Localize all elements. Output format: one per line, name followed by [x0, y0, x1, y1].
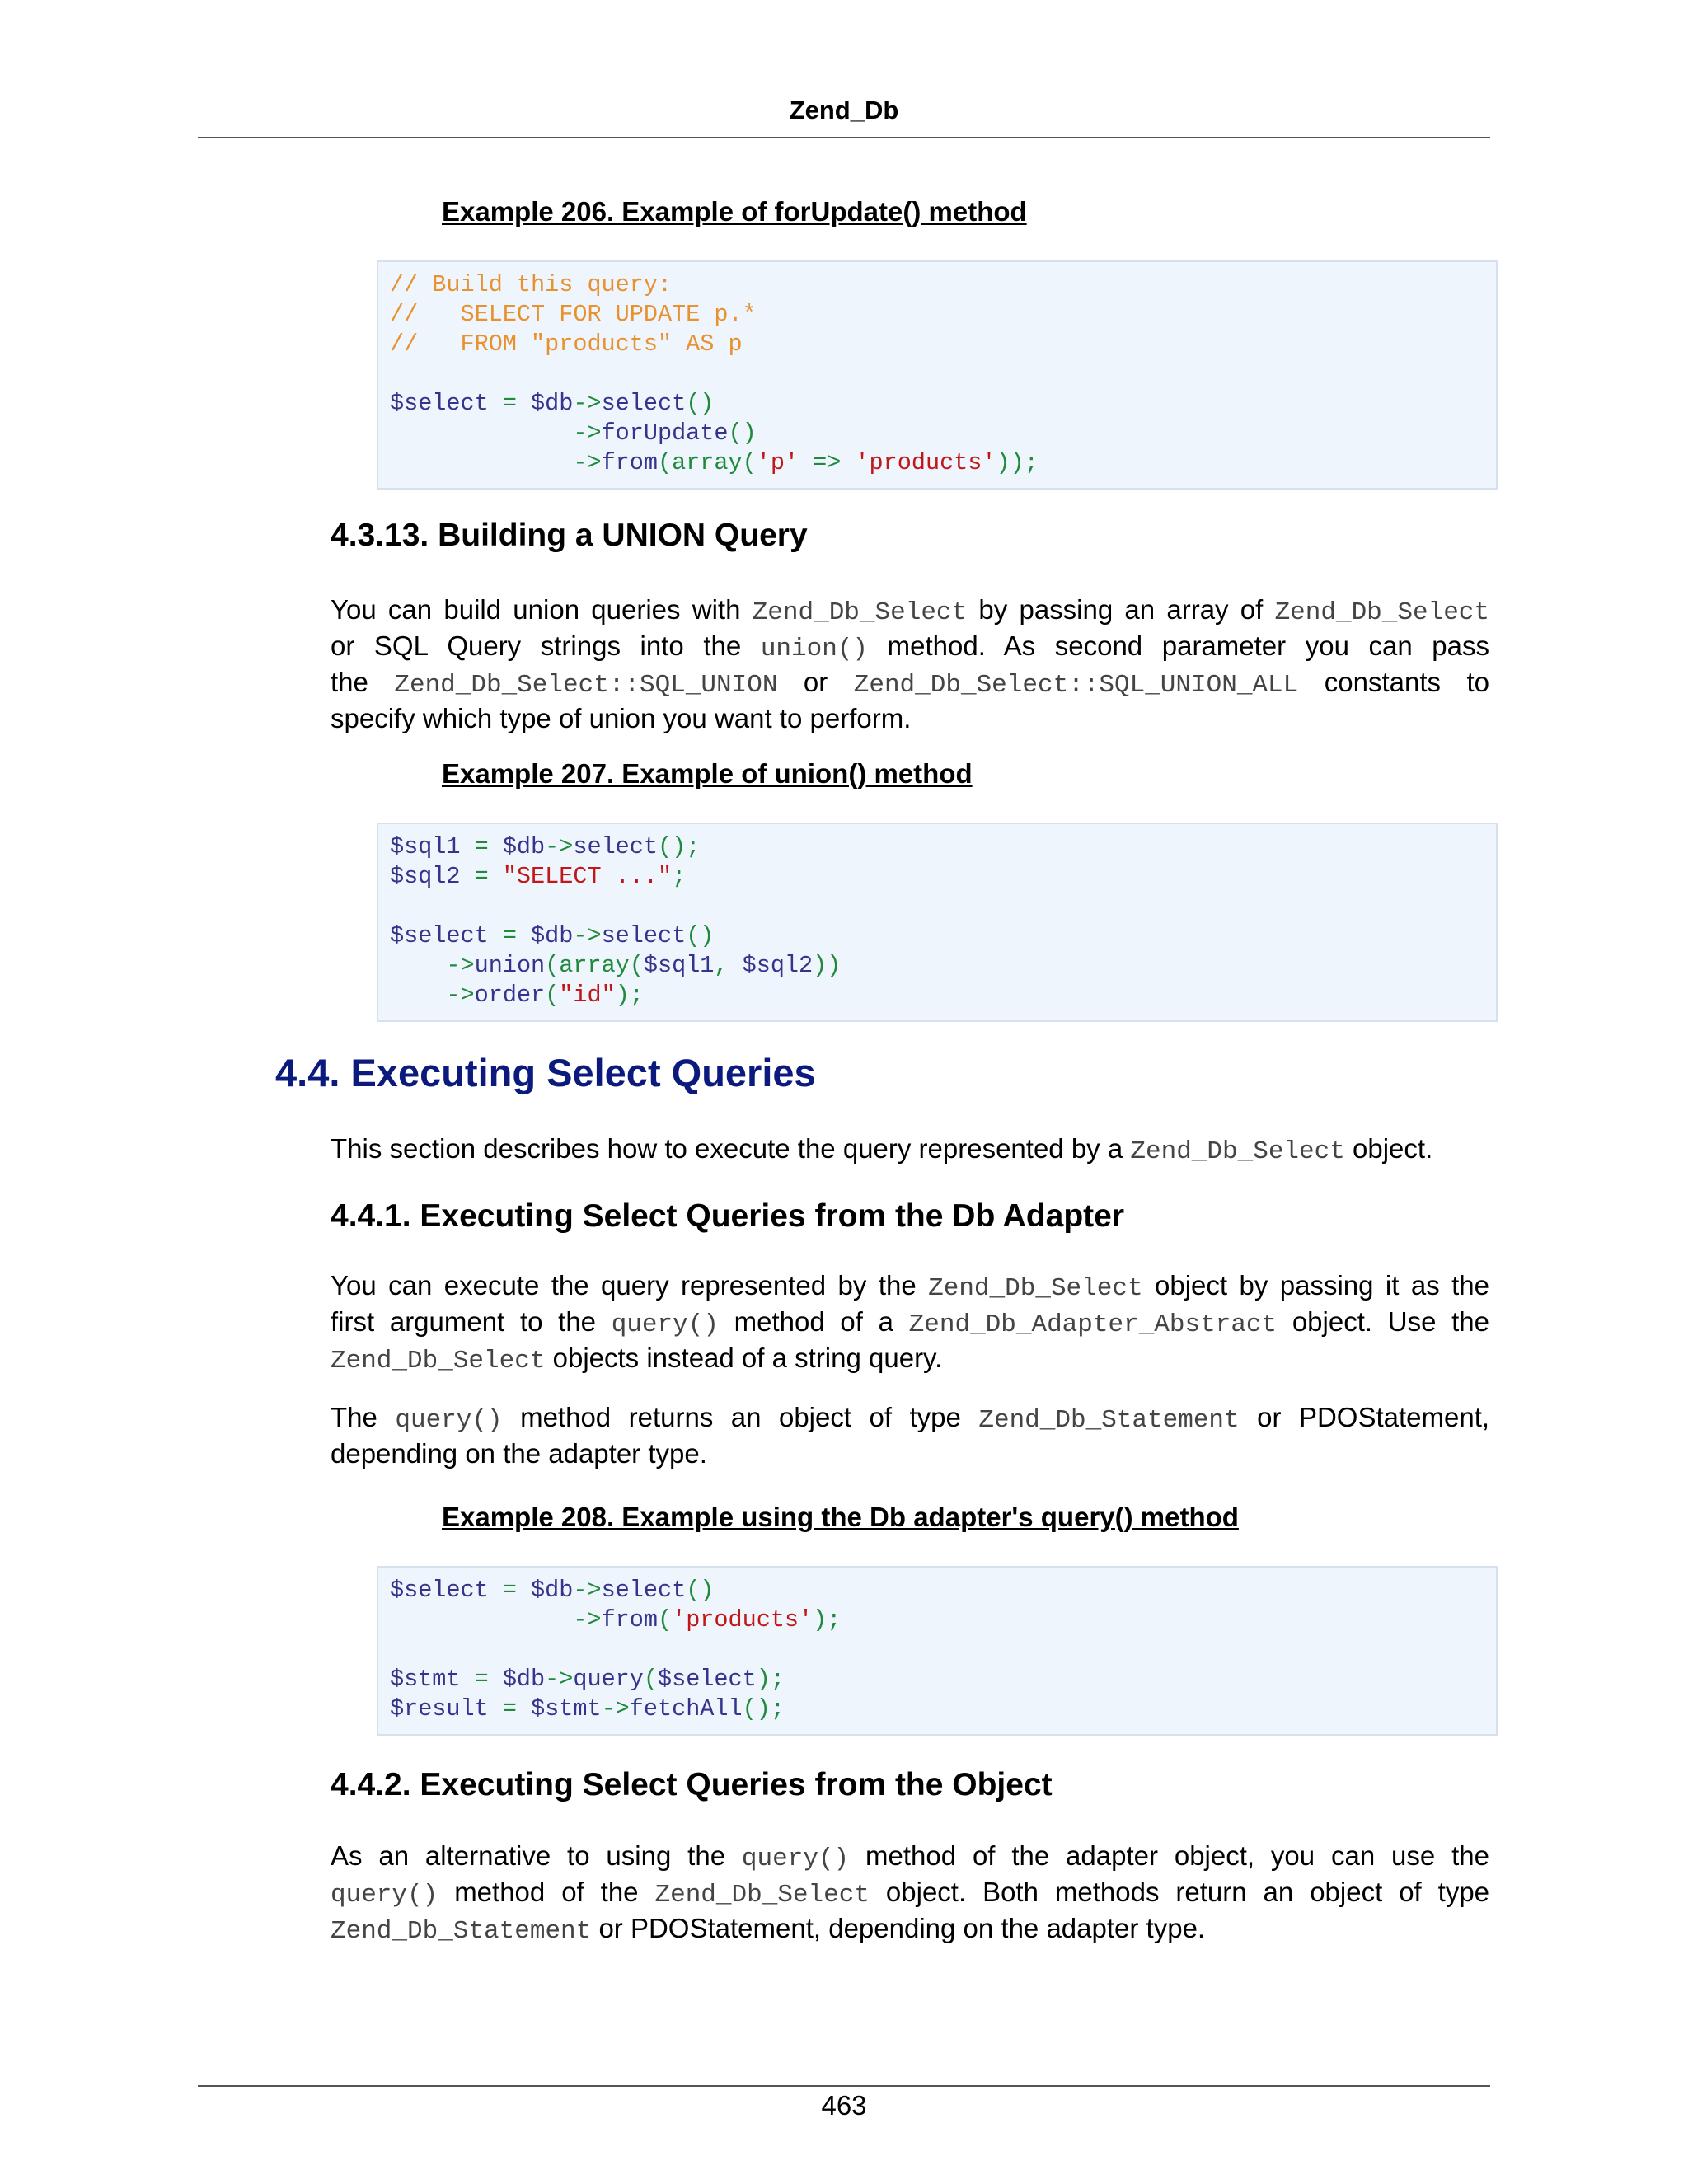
code-line: $sql2 = "SELECT ..."; [390, 863, 687, 890]
section-heading-4-4: 4.4. Executing Select Queries [275, 1051, 816, 1094]
code-line: $select = $db->select() [390, 390, 715, 417]
footer-rule [198, 2085, 1490, 2087]
paragraph-adapter-query: You can execute the query represented by the Zend_Db_Select object by passing it as the first argument to the query() method of a Zend_Db_Adapter_Abstract object. Use the Zend_Db_Select objects instead of a string query. [331, 1270, 1489, 1376]
paragraph-union-intro: You can build union queries with Zend_Db_Select by passing an array of Zend_Db_Select or SQL Query strings into the union() method. As second parameter you can pass the Zend_Db_Select::SQL_UNION or Zend_Db_Select::SQL_UNION_ALL constants to specify which type of union you want to perform. [331, 594, 1490, 733]
header-rule [198, 137, 1490, 138]
example-206-title: Example 206. Example of forUpdate() method [442, 196, 1027, 227]
paragraph-object-query: As an alternative to using the query() method of the adapter object, you can use the query() method of the Zend_Db_Select object. Both methods return an object of type Zend_Db_Statement or PDOStatement, depending on the adapter type. [331, 1840, 1490, 1946]
example-208-title: Example 208. Example using the Db adapter's query() method [442, 1502, 1239, 1532]
code-line: ->forUpdate() [573, 419, 757, 447]
section-heading-4-4-2: 4.4.2. Executing Select Queries from the Object [331, 1767, 1053, 1802]
code-line: ->union(array($sql1, $sql2)) [446, 952, 842, 979]
code-blank-line [390, 1635, 1484, 1665]
code-line: ->from('products'); [573, 1606, 842, 1633]
code-line: ->from(array('p' => 'products')); [573, 449, 1039, 476]
code-line: $select = $db->select() [390, 922, 715, 949]
code-block-example-207 [377, 823, 1498, 1022]
example-207-title: Example 207. Example of union() method [442, 758, 973, 789]
code-line: $stmt = $db->query($select); [390, 1666, 785, 1693]
code-comment: // FROM "products" AS p [390, 330, 743, 358]
section-heading-4-3-13: 4.3.13. Building a UNION Query [331, 518, 808, 553]
code-line: $result = $stmt->fetchAll(); [390, 1695, 785, 1722]
section-heading-4-4-1: 4.4.1. Executing Select Queries from the Db Adapter [331, 1198, 1125, 1234]
code-comment: // Build this query: [390, 271, 673, 298]
code-blank-line [390, 892, 1484, 921]
code-line: $sql1 = $db->select(); [390, 833, 701, 860]
paragraph-query-returns: The query() method returns an object of type Zend_Db_Statement or PDOStatement, depending on the adapter type. [331, 1402, 1490, 1469]
code-line: ->order("id"); [446, 982, 644, 1009]
page-header-title: Zend_Db [789, 96, 899, 124]
code-block-example-206 [377, 260, 1498, 490]
code-line: $select = $db->select() [390, 1577, 715, 1604]
code-comment: // SELECT FOR UPDATE p.* [390, 301, 757, 328]
code-block-example-208 [377, 1566, 1498, 1736]
page-number: 463 [821, 2090, 867, 2121]
code-blank-line [390, 359, 1484, 389]
paragraph-section-intro: This section describes how to execute the query represented by a Zend_Db_Select object. [331, 1133, 1433, 1166]
